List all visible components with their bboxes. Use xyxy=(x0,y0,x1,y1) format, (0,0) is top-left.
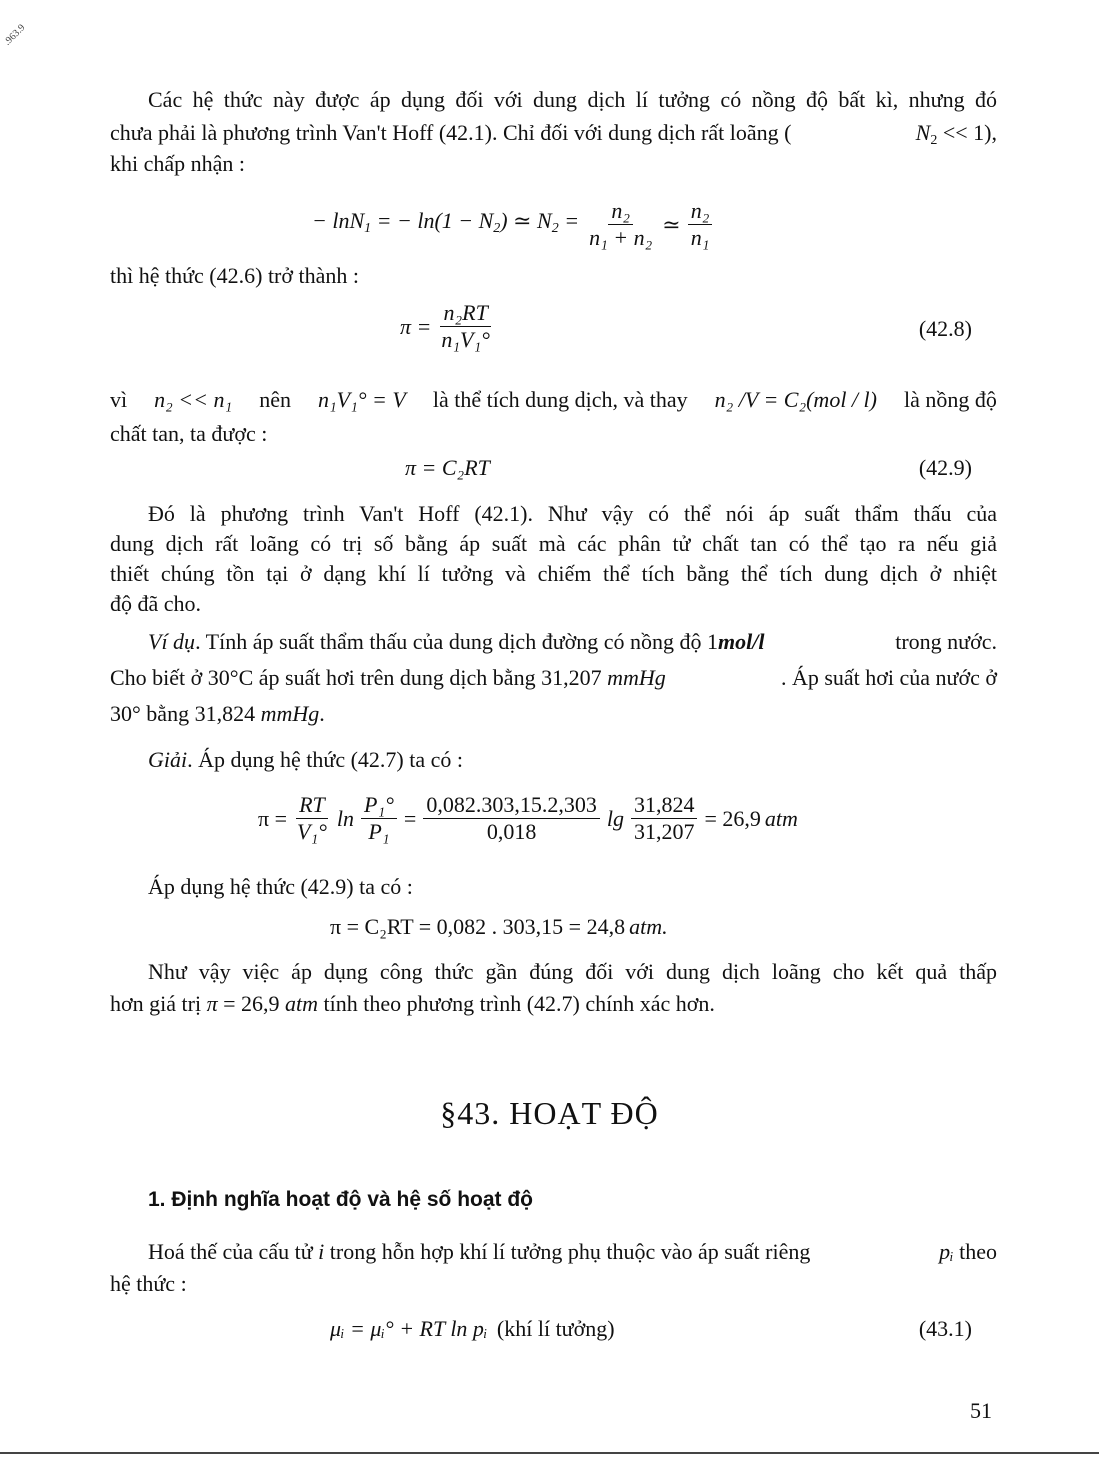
math-sub: 2 xyxy=(551,220,559,236)
equation-calculation-2 xyxy=(330,914,668,940)
numerator: RT xyxy=(296,792,328,819)
text: . Áp dụng hệ thức (42.7) ta có : xyxy=(187,747,463,772)
text: (khí lí tưởng) xyxy=(491,1316,615,1341)
denominator: n₁ + n₂ xyxy=(589,225,653,250)
math: ) ≃ N xyxy=(500,207,552,233)
numerator: 31,824 xyxy=(631,792,698,819)
equation-number: (42.8) xyxy=(918,316,972,341)
fraction xyxy=(631,792,698,845)
equation-number: (42.9) xyxy=(918,455,972,480)
equation-42-9: π = C₂RT xyxy=(405,455,490,480)
math: n₂ /V = C₂(mol / l) xyxy=(714,387,877,412)
paragraph-line: Các hệ thức này được áp dụng đối với dung dịch lí tưởng có nồng độ bất kì, nhưng đó xyxy=(148,87,997,112)
paragraph-line xyxy=(148,1238,997,1266)
subsection-title: 1. Định nghĩa hoạt độ và hệ số hoạt độ xyxy=(148,1188,534,1211)
paragraph-line xyxy=(110,386,997,414)
equation-calculation xyxy=(258,792,798,845)
paragraph-line: độ đã cho. xyxy=(110,591,202,616)
text: 30° bằng 31,824 xyxy=(110,701,261,726)
math: = − ln(1 − N xyxy=(371,207,494,233)
math: mmHg xyxy=(607,665,666,690)
equation-42-8 xyxy=(400,300,496,353)
paragraph-line: khi chấp nhận : xyxy=(110,151,246,176)
numerator: n₂ xyxy=(688,198,713,225)
text: hơn giá trị xyxy=(110,991,207,1016)
math: i xyxy=(318,1239,325,1264)
math: π = xyxy=(400,313,432,339)
page-number: 51 xyxy=(970,1398,992,1423)
solution-label: Giải xyxy=(148,747,188,772)
text: trong hỗn hợp khí lí tưởng phụ thuộc vào áp suất riêng xyxy=(324,1239,816,1264)
denominator: n₁ xyxy=(690,225,710,250)
scan-corner-mark: .963.9 xyxy=(2,22,28,48)
math: mmHg xyxy=(260,701,320,726)
unit: atm xyxy=(764,805,798,831)
math: π = xyxy=(258,805,288,831)
text: nên xyxy=(253,387,297,412)
fraction xyxy=(423,792,600,845)
fraction xyxy=(438,300,493,353)
numerator: n₂ xyxy=(608,198,633,225)
math: pᵢ xyxy=(939,1239,954,1264)
numerator: 0,082.303,15.2,303 xyxy=(423,792,600,819)
text: theo xyxy=(953,1239,997,1264)
unit: atm. xyxy=(629,914,668,939)
math: lg xyxy=(606,805,624,831)
text: << 1), xyxy=(937,120,997,145)
text: chưa phải là phương trình Van't Hoff (42.1). Chỉ đối với dung dịch rất loãng ( xyxy=(110,120,792,145)
fraction xyxy=(361,792,397,845)
text: là nồng độ xyxy=(898,387,997,412)
denominator: P₁ xyxy=(368,819,390,844)
math: = xyxy=(558,207,580,233)
denominator: n₁V₁° xyxy=(441,327,490,352)
math: mol/l xyxy=(718,629,765,654)
paragraph-line: Áp dụng hệ thức (42.9) ta có : xyxy=(148,874,413,899)
unit: atm xyxy=(285,991,319,1016)
equation-ln-approximation xyxy=(312,198,715,251)
paragraph-line: Như vậy việc áp dụng công thức gần đúng đối với dung dịch loãng cho kết quả thấp xyxy=(148,959,997,984)
paragraph-line: chất tan, ta được : xyxy=(110,421,268,446)
text: = 26,9 xyxy=(217,991,286,1016)
math: = 26,9 xyxy=(704,805,761,831)
math: μᵢ = μᵢ° + RT ln pᵢ xyxy=(330,1316,488,1341)
text: Cho biết ở 30°C áp suất hơi trên dung dịch bằng 31,207 xyxy=(110,665,608,690)
math-sub: 2 xyxy=(930,133,938,148)
paragraph-line xyxy=(110,700,997,728)
text: . Áp suất hơi của nước ở xyxy=(780,665,997,690)
math: n₂ << n₁ xyxy=(154,387,233,412)
text: vì xyxy=(110,387,133,412)
denominator: 31,207 xyxy=(633,819,695,844)
denominator: V₁° xyxy=(297,819,327,844)
text: . Tính áp suất thẩm thấu của dung dịch đường có nồng độ 1 xyxy=(195,629,719,654)
numerator: P₁° xyxy=(361,792,397,819)
paragraph-line xyxy=(110,990,997,1018)
math-sub: 2 xyxy=(493,220,501,236)
section-title: §43. HOẠT ĐỘ xyxy=(440,1095,659,1131)
paragraph-line xyxy=(110,664,997,692)
math: n₁V₁° = V xyxy=(317,387,406,412)
math: π xyxy=(206,991,218,1016)
fraction xyxy=(586,198,655,251)
denominator: 0,018 xyxy=(486,819,537,844)
text: trong nước. xyxy=(895,629,997,654)
fraction xyxy=(688,198,713,251)
text: tính theo phương trình (42.7) chính xác hơn. xyxy=(318,991,715,1016)
math: ≃ xyxy=(662,211,681,237)
paragraph-line xyxy=(148,628,997,656)
paragraph-line: dung dịch rất loãng có trị số bằng áp suất mà các phân tử chất tan có thể tạo ra nếu giả xyxy=(110,531,997,556)
math-sub: 1 xyxy=(364,220,372,236)
paragraph-line: hệ thức : xyxy=(110,1271,187,1296)
numerator: n₂RT xyxy=(440,300,490,327)
text: . xyxy=(319,701,325,726)
text: Hoá thế của cấu tử xyxy=(148,1239,319,1264)
page-bottom-edge xyxy=(0,1452,1099,1454)
paragraph-line xyxy=(148,746,997,774)
text: là thể tích dung dịch, và thay xyxy=(427,387,694,412)
example-label: Ví dụ xyxy=(148,629,196,654)
fraction xyxy=(294,792,330,845)
math: N xyxy=(915,120,931,145)
paragraph-line: thì hệ thức (42.6) trở thành : xyxy=(110,263,360,288)
equation-number: (43.1) xyxy=(918,1316,972,1341)
math: ln xyxy=(336,805,355,831)
paragraph-line: thiết chúng tồn tại ở dạng khí lí tưởng và chiếm thể tích bằng thể tích dung dịch ở nhiệt xyxy=(110,561,997,586)
paragraph-line: Đó là phương trình Van't Hoff (42.1). Như vậy có thể nói áp suất thẩm thấu của xyxy=(148,501,997,526)
equation-43-1 xyxy=(330,1316,615,1342)
math: π = C₂RT = 0,082 . 303,15 = 24,8 xyxy=(330,914,626,939)
math: − lnN xyxy=(312,207,365,233)
math: = xyxy=(403,805,417,831)
